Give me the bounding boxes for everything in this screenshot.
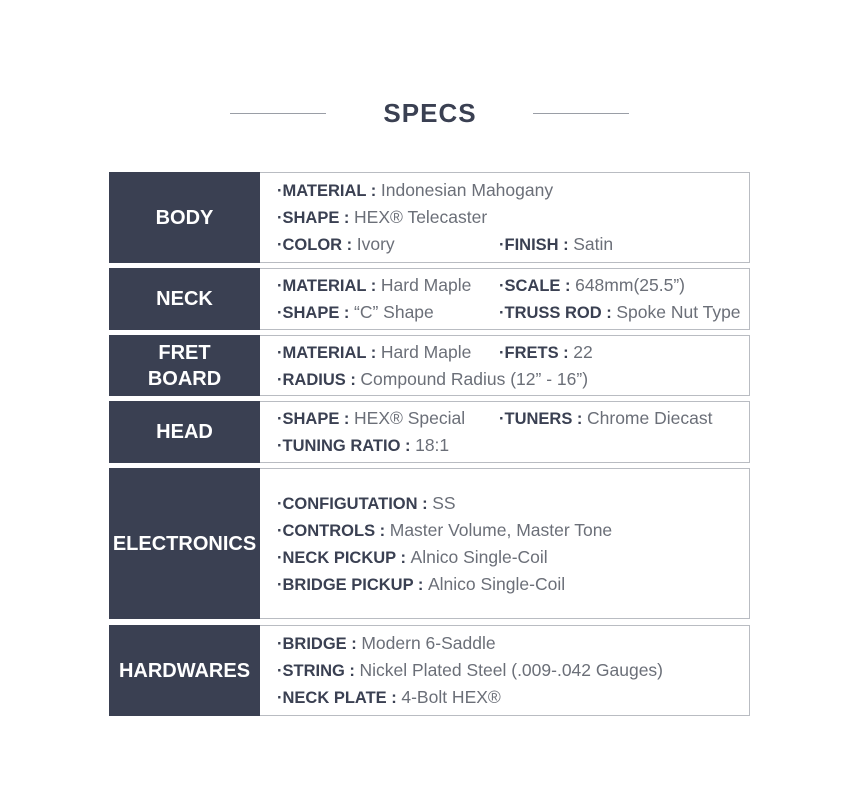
- spec-label-hardwares: HARDWARES: [109, 625, 260, 716]
- spec-item: [277, 571, 565, 598]
- spec-label-fret-board: FRET BOARD: [109, 335, 260, 396]
- specs-header: [0, 94, 860, 134]
- spec-value-bridge-pickup: Alnico Single-Coil: [427, 573, 566, 594]
- spec-details-head: [260, 401, 750, 463]
- spec-line: [277, 544, 749, 571]
- spec-line: [277, 490, 749, 517]
- spec-label-head: HEAD: [109, 401, 260, 463]
- spec-item: [499, 299, 741, 326]
- spec-line: [277, 204, 749, 231]
- spec-row-head: [109, 401, 750, 463]
- spec-item: [277, 544, 548, 571]
- spec-details-body: [260, 172, 750, 263]
- spec-line: [277, 339, 749, 366]
- spec-key-shape: ·SHAPE :: [277, 304, 355, 322]
- spec-value-material: Indonesian Mahogany: [380, 180, 554, 200]
- spec-value-neck-plate: 4-Bolt HEX®: [401, 687, 501, 707]
- spec-key-neck-plate: ·NECK PLATE :: [277, 689, 402, 707]
- spec-row-hardwares: [109, 625, 750, 716]
- spec-key-shape: ·SHAPE :: [277, 410, 355, 428]
- spec-line: [277, 432, 749, 459]
- spec-key-tuners: ·TUNERS :: [499, 410, 587, 428]
- spec-value-finish: Satin: [573, 234, 614, 254]
- spec-item: [499, 405, 712, 432]
- spec-line: [277, 366, 749, 393]
- spec-key-material: ·MATERIAL :: [277, 343, 381, 362]
- spec-item: [277, 684, 501, 711]
- spec-key-material: ·MATERIAL :: [277, 277, 381, 295]
- spec-line: [277, 571, 749, 598]
- spec-label-body: BODY: [109, 172, 260, 263]
- spec-label-electronics: ELECTRONICS: [109, 468, 260, 619]
- spec-value-shape: HEX® Telecaster: [354, 207, 488, 227]
- spec-key-frets: ·FRETS :: [499, 343, 574, 362]
- spec-key-material: ·MATERIAL :: [277, 182, 381, 200]
- spec-item: [277, 231, 499, 258]
- spec-key-bridge: ·BRIDGE :: [277, 635, 362, 653]
- spec-value-tuning-ratio: 18:1: [415, 435, 450, 455]
- spec-value-material: Hard Maple: [380, 275, 472, 295]
- spec-value-bridge: Modern 6-Saddle: [361, 633, 496, 653]
- spec-item: [277, 339, 499, 366]
- spec-item: [277, 490, 456, 517]
- spec-details-electronics: [260, 468, 750, 619]
- spec-value-radius: Compound Radius (12” - 16”): [360, 368, 589, 389]
- spec-line: [277, 657, 749, 684]
- spec-item: [277, 177, 554, 204]
- spec-value-controls: Master Volume, Master Tone: [389, 519, 613, 540]
- spec-details-fret-board: [260, 335, 750, 396]
- spec-line: [277, 299, 749, 326]
- spec-key-neck-pickup: ·NECK PICKUP :: [277, 548, 411, 567]
- spec-key-radius: ·RADIUS :: [277, 370, 361, 389]
- spec-value-color: Ivory: [356, 234, 395, 254]
- spec-row-fret-board: [109, 335, 750, 396]
- spec-line: [277, 517, 749, 544]
- spec-label-neck: NECK: [109, 268, 260, 330]
- spec-key-bridge-pickup: ·BRIDGE PICKUP :: [277, 575, 428, 594]
- page-title: SPECS: [383, 98, 477, 128]
- spec-item: [277, 405, 499, 432]
- spec-item: [277, 204, 499, 231]
- spec-key-truss-rod: ·TRUSS ROD :: [499, 304, 617, 322]
- spec-item: [277, 272, 499, 299]
- spec-key-controls: ·CONTROLS :: [277, 521, 390, 540]
- spec-line: [277, 272, 749, 299]
- spec-key-tuning-ratio: ·TUNING RATIO :: [277, 437, 416, 455]
- spec-item: [277, 299, 499, 326]
- spec-value-configutation: SS: [432, 492, 456, 513]
- spec-row-neck: [109, 268, 750, 330]
- spec-key-configutation: ·CONFIGUTATION :: [277, 494, 433, 513]
- spec-item: [277, 630, 496, 657]
- spec-value-shape: “C” Shape: [354, 302, 434, 322]
- spec-item: [499, 272, 685, 299]
- spec-item: [277, 366, 588, 393]
- spec-key-finish: ·FINISH :: [499, 236, 574, 254]
- spec-value-tuners: Chrome Diecast: [587, 408, 713, 428]
- spec-line: [277, 231, 749, 258]
- spec-item: [277, 432, 449, 459]
- spec-item: [499, 231, 613, 258]
- spec-line: [277, 684, 749, 711]
- spec-key-color: ·COLOR :: [277, 236, 357, 254]
- spec-value-string: Nickel Plated Steel (.009-.042 Gauges): [359, 660, 663, 680]
- spec-value-material: Hard Maple: [380, 341, 472, 362]
- spec-row-electronics: [109, 468, 750, 619]
- spec-line: [277, 177, 749, 204]
- spec-line: [277, 405, 749, 432]
- spec-value-neck-pickup: Alnico Single-Coil: [410, 546, 548, 567]
- spec-key-scale: ·SCALE :: [499, 277, 576, 295]
- spec-value-truss-rod: Spoke Nut Type: [616, 302, 741, 322]
- spec-value-scale: 648mm(25.5”): [575, 275, 685, 295]
- spec-details-neck: [260, 268, 750, 330]
- spec-row-body: [109, 172, 750, 263]
- spec-item: [277, 657, 663, 684]
- spec-item: [277, 517, 612, 544]
- title-divider-right: [533, 113, 629, 114]
- spec-value-shape: HEX® Special: [354, 408, 466, 428]
- spec-key-shape: ·SHAPE :: [277, 209, 355, 227]
- spec-key-string: ·STRING :: [277, 662, 360, 680]
- spec-details-hardwares: [260, 625, 750, 716]
- spec-value-frets: 22: [573, 341, 593, 362]
- spec-item: [499, 339, 593, 366]
- spec-line: [277, 630, 749, 657]
